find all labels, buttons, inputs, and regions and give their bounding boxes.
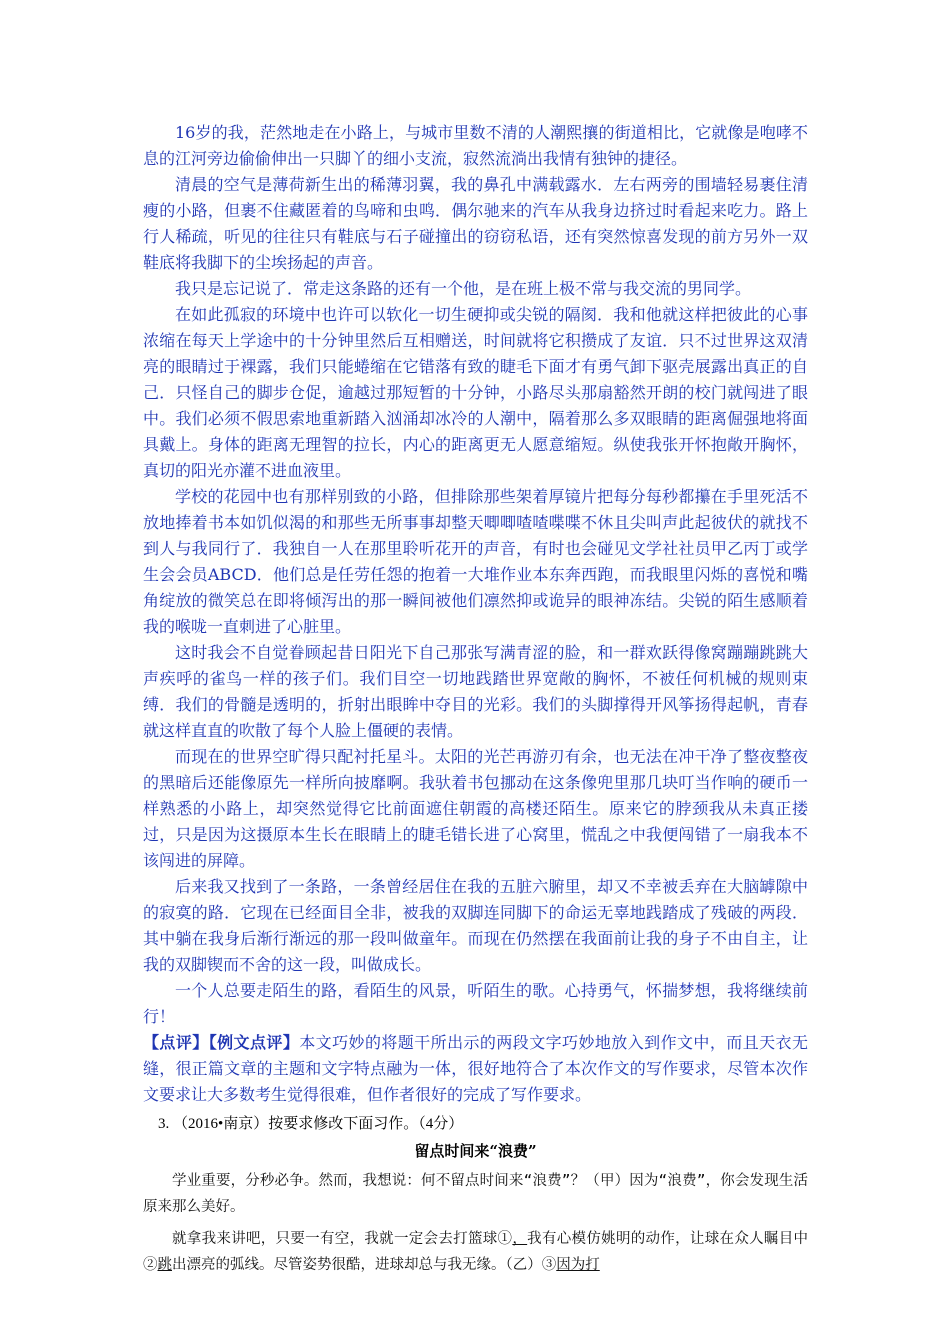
essay-paragraph: 在如此孤寂的环境中也许可以软化一切生硬抑或尖锐的隔阂．我和他就这样把彼此的心事浓缩在每天上学途中的十分钟里然后互相赠送，时间就将它积攒成了友谊．只不过世界这双清亮的眼睛过于裸露，我们只能蜷缩在它错落有致的睫毛下面才有勇气卸下驱壳展露出真正的自己．只怪自己的脚步仓促，逾越过那短暂的十分钟，小路尽头那扇豁然开朗的校门就闯进了眼中。我们必须不假思索地重新踏入汹涌却冰冷的人潮中，隔着那么多双眼睛的距离倔强地将面具戴上。身体的距离无理智的拉长，内心的距离更无人愿意缩短。纵使我张开怀抱敞开胸怀，真切的阳光亦灌不进血液里。 bbox=[143, 305, 808, 480]
essay-paragraph: 这时我会不自觉眷顾起昔日阳光下自己那张写满青涩的脸，和一群欢跃得像窝蹦蹦跳跳大声疾呼的雀鸟一样的孩子们。我们目空一切地践踏世界宽敞的胸怀，不被任何机械的规则束缚．我们的骨髓是透明的，折射出眼眸中夺目的光彩。我们的头脚撑得开风筝扬得起帆，青春就这样直直的吹散了每个人脸上僵硬的表情。 bbox=[143, 643, 808, 740]
essay-paragraph: 我只是忘记说了．常走这条路的还有一个他，是在班上极不常与我交流的男同学。 bbox=[175, 279, 752, 298]
passage-text: 出漂亮的弧线。尽管姿势很酷，进球却总与我无缘。（乙）③ bbox=[172, 1257, 557, 1273]
review-tags: 【点评】【例文点评】 bbox=[143, 1033, 300, 1052]
essay-paragraph: 学校的花园中也有那样别致的小路，但排除那些架着厚镜片把每分每秒都攥在手里死活不放地捧着书本如饥似渴的和那些无所事事却整天唧唧喳喳喋喋不休且尖叫声此起彼伏的就找不到人与我同行了．我独自一人在那里聆听花开的声音，有时也会碰见文学社社员甲乙丙丁或学生会会员ABCD．他们总是任劳任怨的抱着一大堆作业本东奔西跑，而我眼里闪烁的喜悦和嘴角绽放的微笑总在即将倾泻出的那一瞬间被他们凛然抑或诡异的眼神冻结。尖锐的陌生感顺着我的喉咙一直刺进了心脏里。 bbox=[143, 487, 808, 636]
passage-body bbox=[143, 1168, 808, 1278]
essay-body bbox=[143, 120, 808, 1030]
underlined-mark: ， bbox=[512, 1231, 528, 1247]
essay-paragraph: 而现在的世界空旷得只配衬托星斗。太阳的光芒再游刃有余，也无法在冲干净了整夜整夜的黑暗后还能像原先一样所向披靡啊。我驮着书包挪动在这条像兜里那几块叮当作响的硬币一样熟悉的小路上，却突然觉得它比前面遮住朝霞的高楼还陌生。原来它的脖颈我从未真正搂过，只是因为这摄原本生长在眼睛上的睫毛错长进了心窝里，慌乱之中我便闯错了一扇我本不该闯进的屏障。 bbox=[143, 747, 808, 870]
underlined-word: 跳 bbox=[157, 1257, 172, 1273]
essay-paragraph: 16岁的我，茫然地走在小路上，与城市里数不清的人潮熙攘的街道相比，它就像是咆哮不息的江河旁边偷偷伸出一只脚丫的细小支流，寂然流淌出我情有独钟的捷径。 bbox=[143, 123, 808, 168]
passage-text: 我有心模仿姚明的动作，让球在众人瞩目中② bbox=[143, 1231, 809, 1273]
passage-text: 就拿我来讲吧，只要一有空，我就一定会去打篮球① bbox=[172, 1231, 513, 1247]
passage-title: 留点时间来“浪费” bbox=[414, 1142, 537, 1160]
review-text: 本文巧妙的将题干所出示的两段文字巧妙地放入到作文中，而且天衣无缝，很正篇文章的主题和文字特点融为一体，很好地符合了本次作文的写作要求，尽管本次作文要求让大多数考生觉得很难，但作者很好的完成了写作要求。 bbox=[143, 1033, 808, 1104]
passage-paragraph: 学业重要，分秒必争。然而，我想说：何不留点时间来“浪费”？（甲）因为“浪费”，你会发现生活原来那么美好。 bbox=[143, 1173, 808, 1215]
passage-paragraph bbox=[143, 1226, 808, 1278]
underlined-phrase: 因为打 bbox=[556, 1257, 600, 1273]
essay-paragraph: 后来我又找到了一条路，一条曾经居住在我的五脏六腑里，却又不幸被丢弃在大脑罅隙中的寂寞的路．它现在已经面目全非，被我的双脚连同脚下的命运无辜地践踏成了残破的两段．其中躺在我身后渐行渐远的那一段叫做童年。而现在仍然摆在我面前让我的身子不由自主，让我的双脚锲而不舍的这一段，叫做成长。 bbox=[143, 877, 808, 974]
review-comment bbox=[143, 1030, 808, 1108]
essay-paragraph: 一个人总要走陌生的路，看陌生的风景，听陌生的歌。心持勇气，怀揣梦想，我将继续前行！ bbox=[143, 981, 808, 1026]
document-page bbox=[143, 120, 808, 1284]
question-heading: 3. （2016•南京）按要求修改下面习作。（4分） bbox=[158, 1116, 464, 1132]
essay-paragraph: 清晨的空气是薄荷新生出的稀薄羽翼，我的鼻孔中满载露水．左右两旁的围墙轻易裹住清瘦的小路，但裹不住藏匿着的鸟啼和虫鸣．偶尔驰来的汽车从我身边挤过时看起来吃力。路上行人稀疏，听见的往往只有鞋底与石子碰撞出的窃窃私语，还有突然惊喜发现的前方另外一双鞋底将我脚下的尘埃扬起的声音。 bbox=[143, 175, 808, 272]
